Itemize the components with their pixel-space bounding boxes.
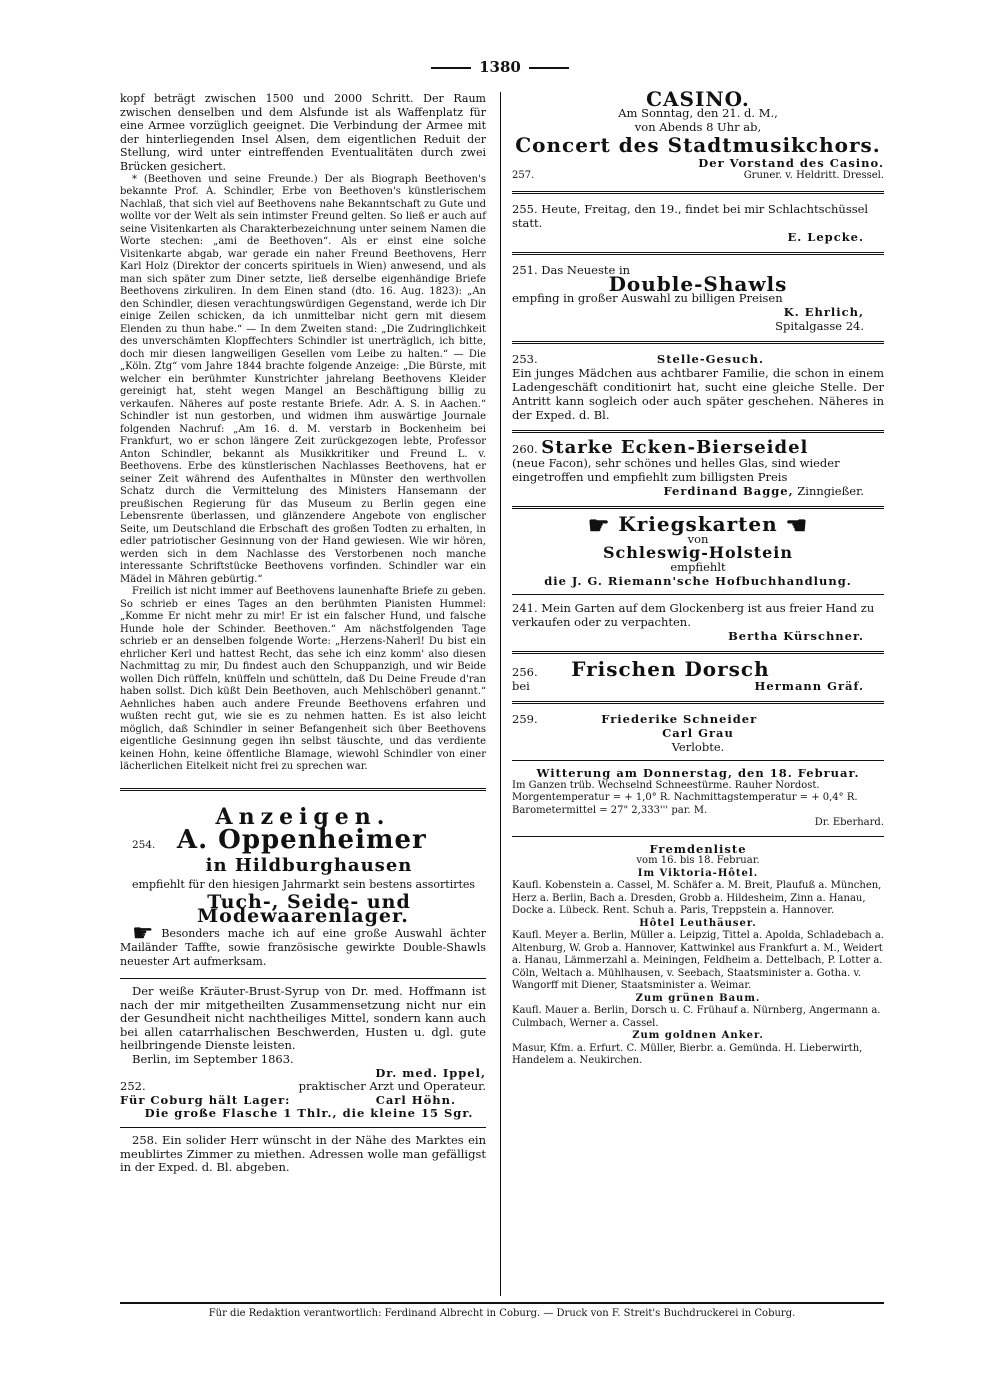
ad-number: 252. [120,1079,146,1094]
column-divider [500,92,501,1296]
ad-text: Das Neueste in [541,262,631,277]
page-number-text: 1380 [479,58,521,76]
ad-trade: Zinngießer. [797,483,864,498]
ad-headline: Concert des Stadtmusikchors. [515,133,881,157]
anzeigen-heading: Anzeigen. [215,803,391,830]
divider [120,978,486,979]
hotel-guests: Kaufl. Meyer a. Berlin, Müller a. Leipzig, Tittel a. Apolda, Schladebach a. Altenburg, W. Grob a. Hannover, Kattwinkel aus Frankfurt a. M., Weidert a. Hanau, Lämmerzahl a. Meiningen, Feldheim a. Dettelbach, P. Lotter a. Cöln, Weltach a. Mühlhausen, v. Seebach, Staatsminister a. Gotha. v. Wangorff mit Diener, Staatsminister a. Weimar. [512,930,884,991]
ad-stock-label: Für Coburg hält Lager: [120,1092,291,1107]
pointing-hand-icon: ☛ [132,919,154,948]
ad-text: bei [512,679,530,693]
pointing-hand-icon: ☚ [785,510,809,539]
left-column [120,92,486,1175]
ad-merchant: Hermann Gräf. [754,679,864,693]
ad-252 [120,985,486,1121]
paragraph: Freilich ist nicht immer auf Beethovens launenhafte Briefe zu geben. So schrieb er eines Tages an den berühmten Pianisten Hummel: „Komme Er nicht mehr zu mir! Er ist ein falscher Hund, und falsche Hunde hole der Schinder. Beethoven.“ Am nächstfolgenden Tage schrieb er an denselben folgende Worte: „Herzens-Naherl! Du bist ein ehrlicher Kerl und hattest Recht, das sehe ich einz komm' also diesen Nachmittag zu mir, Du findest auch den Schuppanzigh, und wir Beide wollen Dich rüffeln, knüffeln und schütteln, daß Du Deine Freude d'ran haben sollst. Dich küßt Dein Beethoven, auch Mehlschöberl genannt.“ Aehnliches haben auch andere Freunde Beethovens erfahren und wußten recht gut, wie sie es zu nehmen hatten. Es ist also leicht möglich, daß Schindler in seiner Befangenheit sich über Beethovens eigentliche Gesinnung gegen ihn selbst täuschte, und das verdiente keinen Hohn, keine öffentliche Blamage, wiewohl Schindler von einer lächerlichen Eitelkeit nicht frei zu sprechen war. [120,586,486,773]
hotel-guests: Kaufl. Kobenstein a. Cassel, M. Schäfer a. M. Breit, Plaufuß a. München, Herz a. Berlin, Bach a. Dresden, Grobb a. Hildesheim, Zinn a. Hanau, Docke a. Lübeck. Rent. Schuh a. Paris, Treppstein a. Hannover. [512,880,882,916]
ad-status: Verlobte. [671,740,725,754]
ad-number: 254. [132,839,156,852]
divider [512,252,884,255]
ad-text: empfiehlt für den hiesigen Jahrmarkt sein bestens assortirtes [132,878,476,892]
ad-259 [512,712,884,754]
ad-number: 257. [512,170,535,181]
hotel-guests: Masur, Kfm. a. Erfurt. C. Müller, Bierbr. a. Gemünda. H. Lieberwirth, Handelem a. Neukirchen. [512,1042,863,1066]
ad-title: CASINO. [646,87,750,111]
divider [120,788,486,791]
hotel-name: Zum goldnen Anker. [632,1030,764,1041]
ad-doctor: Dr. med. Ippel, [375,1065,486,1080]
divider [120,1127,486,1128]
ad-headline: Tuch-, Seide- und Modewaarenlager. [197,890,411,927]
ad-name: A. Oppenheimer [176,825,427,856]
ad-text: Ein junges Mädchen aus achtbarer Familie, die schon in einem Ladengeschäft conditionirt hat, sucht eine gleiche Stelle. Der Antritt kann sogleich oder auch später geschehen. Näheres in der Exped. d. Bl. [512,365,884,422]
ad-254 [120,825,486,968]
visitor-list [512,843,884,1068]
ad-text: von Abends 8 Uhr ab, [634,120,762,134]
weather-text: Im Ganzen trüb. Wechselnd Schneestürme. Rauher Nordost. Morgentemperatur = + 1,0° R. Nachmittagstemperatur = + 0,4° R. Barometermittel = 27" 2,333''' par. M. [512,779,858,816]
divider [431,67,471,69]
divider [512,594,884,595]
ad-251 [512,263,884,333]
ad-241 [512,601,884,643]
ad-region: Schleswig-Holstein [602,543,794,562]
divider [512,651,884,654]
ad-255 [512,202,884,244]
divider [512,701,884,704]
ad-heading: Stelle-Gesuch. [656,351,764,366]
divider [512,341,884,344]
paragraph: kopf beträgt zwischen 1500 und 2000 Schritt. Der Raum zwischen denselben und dem Alsfunde ist als Waffenplatz für eine Armee vorzüglich geeignet. Die Verbindung der Armee mit der hinterliegenden Insel Alsen, dem eigentlichen Reduit der Stellung, wird unter eintreffenden Eventualitäten durch zwei Brücken gesichert. [120,92,486,173]
ad-headline: Frischen Dorsch [571,657,770,681]
weather-heading: Witterung am Donnerstag, den 18. Februar. [536,766,860,780]
ad-signature: Der Vorstand des Casino. [698,156,884,170]
ad-signature: Ferdinand Bagge, [663,483,794,498]
ad-firm: die J. G. Riemann'sche Hofbuchhandlung. [544,574,852,588]
page-number [0,58,1000,76]
ad-253 [512,352,884,422]
weather-signature: Dr. Eberhard. [814,817,884,828]
ad-place: in Hildburghausen [205,854,413,876]
ad-258: 258. Ein solider Herr wünscht in der Nähe des Marktes ein meublirtes Zimmer zu miethen. Adressen wolle man gefälligst in der Exped. d. Bl. abgeben. [120,1133,486,1175]
ad-number: 260. [512,441,538,456]
visitors-heading: Fremdenliste [649,841,747,856]
ad-text: Besonders mache ich auf eine große Auswahl ächter Mailänder Taffte, sowie französische gewirkte Double-Shawls neuester Art aufmerksam. [120,927,486,968]
weather-report [512,767,884,830]
visitors-dates: vom 16. bis 18. Februar. [636,855,760,866]
pointing-hand-icon: ☛ [587,510,611,539]
ad-text: 255. Heute, Freitag, den 19., findet bei mir Schlachtschüssel statt. [512,201,869,230]
ad-text: Der weiße Kräuter-Brust-Syrup von Dr. med. Hoffmann ist nach der mir mitgetheilten Zusammensetzung nicht nur ein der Gesundheit nicht nachtheiliges Mittel, sondern kann auch bei allen catarrhalischen Beschwerden, Husten u. dgl. gute heilbringende Dienste leisten. [120,984,486,1053]
divider [529,67,569,69]
casino-ad [512,87,884,183]
paragraph: * (Beethoven und seine Freunde.) Der als Biograph Beethoven's bekannte Prof. A. Schindler, Erbe von Beethoven's künstlerischem Nachlaß, that sich viel auf Beethovens nahe Bekanntschaft zu Gute und wollte vor der Welt als sein intimster Freund gelten. So ließ er auch auf seine Visitenkarten als Charakterbezeichnung unter seinem Namen die Worte stechen: „ami de Beethoven“. Als er einst eine solche Visitenkarte abgab, war gerade ein naher Freund Beethovens, Herr Karl Holz (Direktor der concerts spirituels in Wien) anwesend, und als man sich später zum Diner setzte, ließ derselbe eigenhändige Briefe Beethovens zirkuliren. In dem Einen stand (dto. 16. Aug. 1823): „An den Schindler, diesen verachtungswürdigen Gegenstand, werde ich Dir einige Zeilen schicken, da ich unmittelbar nicht gern mit diesem Elenden zu thun habe.“ — In dem Zweiten stand: „Die Zudringlichkeit des unverschämten Klopffechters Schindler ist unerträglich, ich bitte, doch mir diesen langweiligen Gesellen vom Leibe zu halten.“ — Die „Köln. Ztg“ vom Jahre 1844 brachte folgende Anzeige: „Die Bürste, mit welcher ein berühmter Kunstrichter jahrelang Beethovens Kleider gereinigt hat, steht wegen Mangel an Beschäftigung billig zu verkaufen. Näheres auf poste restante Briefe. Adr. A. S. in Aachen.“ Schindler ist nun gestorben, und widmen ihm auswärtige Journale folgenden Nachruf: „Am 16. d. M. verstarb in Bockenheim bei Frankfurt, wo er schon längere Zeit zurückgezogen lebte, Professor Anton Schindler, bekannt als Musikkritiker und Freund L. v. Beethovens. Erbe des künstlerischen Nachlasses Beethovens, hat er seiner Zeit während des Aufenthaltes in Münster den werthvollen Schatz durch die Vermittelung des Ministers Hansemann der preußischen Regierung für das Museum zu Berlin gegen eine Lebensrente überlassen, und glänzendere Angebote von englischer Seite, um Deutschland die Erbschaft des großen Todten zu erhalten, in edler patriotischer Gesinnung von der Hand gewiesen. Wie wir hören, werden sich in dem Nachlasse des Verstorbenen noch manche interessante Schriftstücke Beethovens vorfinden. Schindler war ein Mädel in Mähren gebürtig.“ [120,173,486,585]
ad-text: Am Sonntag, den 21. d. M., [618,106,778,120]
divider [512,760,884,761]
ad-number: 259. [512,712,538,726]
ad-prices: Die große Flasche 1 Thlr., die kleine 15 Sgr. [144,1106,474,1121]
hotel-name: Im Viktoria-Hôtel. [637,867,759,879]
hotel-name: Zum grünen Baum. [635,992,761,1004]
ad-256 [512,657,884,693]
ad-names: Gruner. v. Heldritt. Dressel. [743,170,884,181]
divider [512,836,884,837]
ad-name: Carl Grau [662,726,734,740]
ad-signature: E. Lepcke. [787,229,864,244]
imprint-footer: Für die Redaktion verantwortlich: Ferdinand Albrecht in Coburg. — Druck von F. Streit's Buchdruckerei in Coburg. [120,1302,884,1319]
ad-260 [512,436,884,498]
divider [512,430,884,433]
divider [512,506,884,509]
ad-number: 253. [512,351,538,366]
ad-text: empfiehlt [670,560,726,574]
ad-doctor-title: praktischer Arzt und Operateur. [298,1079,486,1094]
ad-place-date: Berlin, im September 1863. [132,1052,294,1067]
right-column [512,87,884,1068]
ad-name: Friederike Schneider [601,712,758,726]
ad-headline: Double-Shawls [608,271,788,296]
ad-number: 251. [512,262,538,277]
ad-maps [512,510,884,589]
ad-headline: Starke Ecken-Bierseidel [541,436,809,458]
hotel-name: Hôtel Leuthäuser. [639,917,757,929]
ad-text: von [687,532,709,546]
ad-address: Spitalgasse 24. [775,318,864,333]
ad-text: 241. Mein Garten auf dem Glockenberg ist aus freier Hand zu verkaufen oder zu verpachten. [512,601,875,629]
ad-merchant: K. Ehrlich, [783,304,864,319]
divider [512,191,884,194]
hotel-guests: Kaufl. Mauer a. Berlin, Dorsch u. C. Frühauf a. Nürnberg, Angermann a. Culmbach, Werner a. Cassel. [512,1005,881,1029]
ad-signature: Bertha Kürschner. [728,629,864,643]
ad-headline: Kriegskarten [618,511,778,536]
ad-merchant: Carl Höhn. [375,1092,456,1107]
ad-text: (neue Facon), sehr schönes und helles Glas, sind wieder eingetroffen und empfiehlt zum billigsten Preis [512,455,840,484]
ad-text: empfing in großer Auswahl zu billigen Preisen [512,290,783,305]
ad-number: 256. [512,665,538,679]
